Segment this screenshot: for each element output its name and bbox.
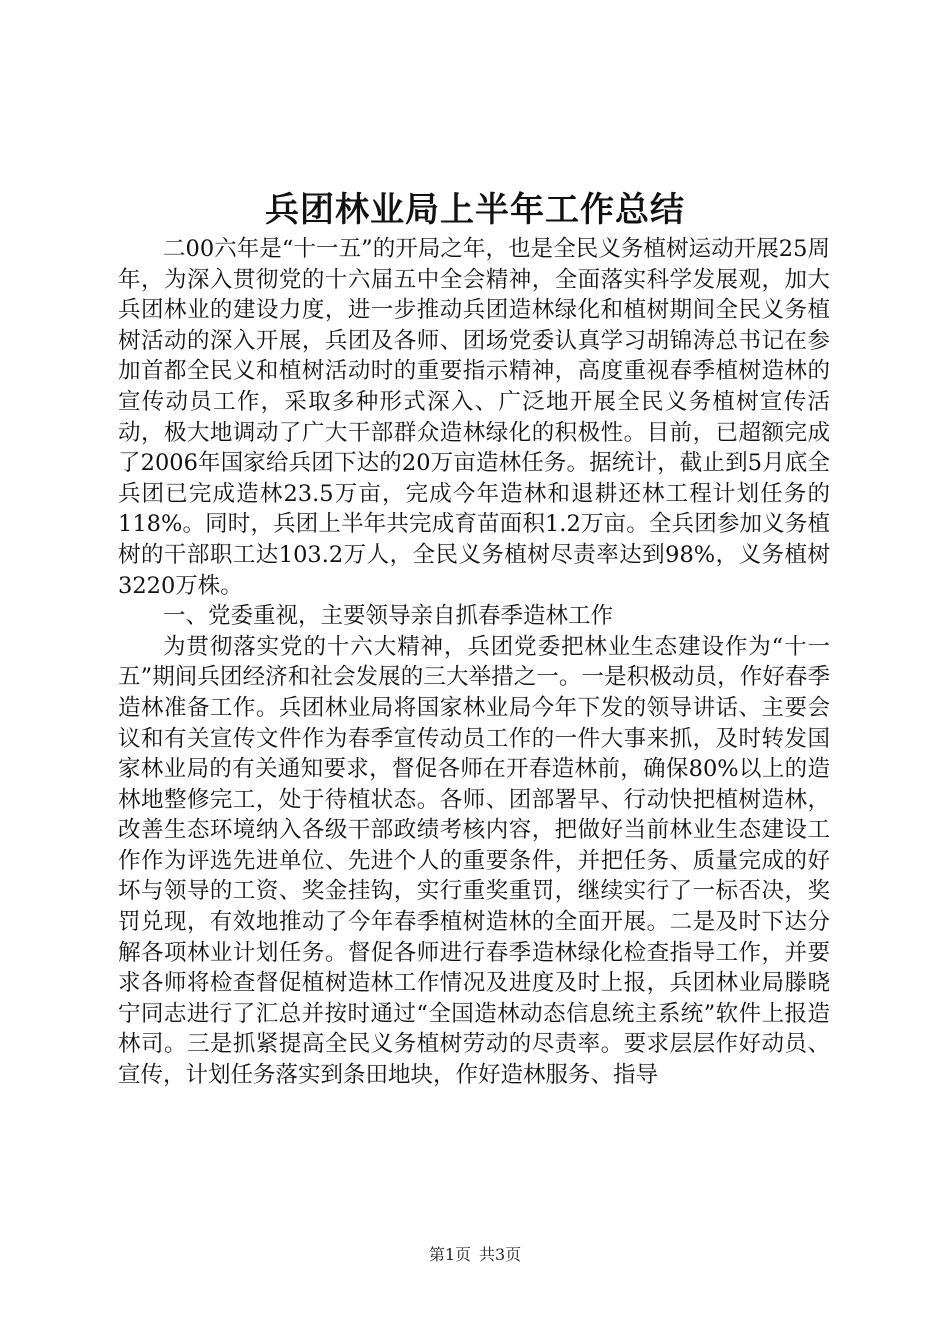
page-number: 第1页 [428,1245,471,1264]
paragraph-intro: 二00六年是“十一五”的开局之年，也是全民义务植树运动开展25周年，为深入贯彻党的十六届五中全会精神，全面落实科学发展观，加大兵团林业的建设力度，进一步推动兵团造林绿化和植树期间全民义务植树活动的深入开展，兵团及各师、团场党委认真学习胡锦涛总书记在参加首都全民义和植树活动时的重要指示精神，高度重视春季植树造林的宣传动员工作，采取多种形式深入、广泛地开展全民义务植树宣传活动，极大地调动了广大干部群众造林绿化的积极性。目前，已超额完成了2006年国家给兵团下达的20万亩造林任务。据统计，截止到5月底全兵团已完成造林23.5万亩，完成今年造林和退耕还林工程计划任务的118%。同时，兵团上半年共完成育苗面积1.2万亩。全兵团参加义务植树的干部职工达103.2万人，全民义务植树尽责率达到98%，义务植树3220万株。 [118,236,830,599]
page-total: 共3页 [479,1245,522,1264]
section-heading-1: 一、党委重视，主要领导亲自抓春季造林工作 [163,603,614,630]
paragraph-section-1: 为贯彻落实党的十六大精神，兵团党委把林业生态建设作为“十一五”期间兵团经济和社会发展的三大举措之一。一是积极动员，作好春季造林准备工作。兵团林业局将国家林业局今年下发的领导讲话、主要会议和有关宣传文件作为春季宣传动员工作的一件大事来抓，及时转发国家林业局的有关通知要求，督促各师在开春造林前，确保80%以上的造林地整修完工，处于待植状态。各师、团部署早、行动快把植树造林，改善生态环境纳入各级干部政绩考核内容，把做好当前林业生态建设工作作为评选先进单位、先进个人的重要条件，并把任务、质量完成的好坏与领导的工资、奖金挂钩，实行重奖重罚，继续实行了一标否决，奖罚兑现，有效地推动了今年春季植树造林的全面开展。二是及时下达分解各项林业计划任务。督促各师进行春季造林绿化检查指导工作，并要求各师将检查督促植树造林工作情况及进度及时上报，兵团林业局滕晓宁同志进行了汇总并按时通过“全国造林动态信息统主系统”软件上报造林司。三是抓紧提高全民义务植树劳动的尽责率。要求层层作好动员、宣传，计划任务落实到条田地块，作好造林服务、指导 [118,633,830,1089]
document-title: 兵团林业局上半年工作总结 [265,190,685,230]
page-footer [0,1244,950,1266]
document-body [118,234,830,1091]
